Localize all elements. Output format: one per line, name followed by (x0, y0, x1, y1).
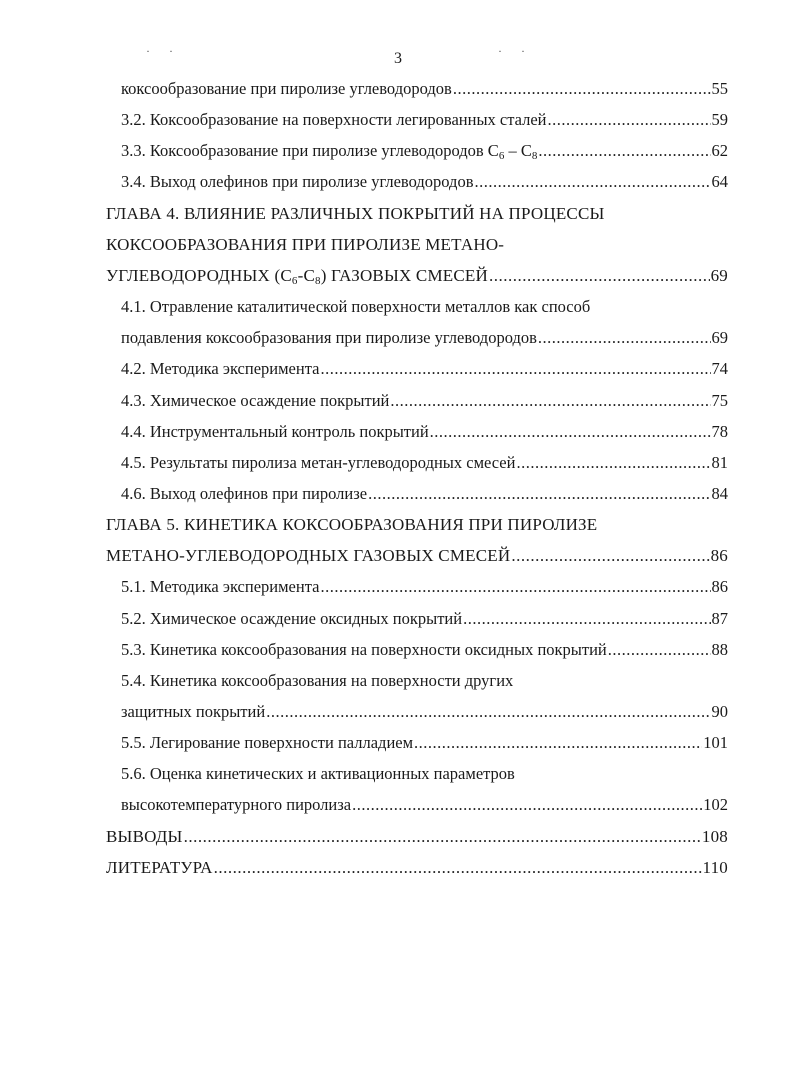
subscript: 8 (314, 274, 321, 287)
dot-leader (430, 419, 711, 445)
toc-page-number: 69 (711, 328, 728, 348)
toc-entry (121, 76, 728, 102)
subscript: 6 (498, 150, 505, 163)
dot-leader (548, 107, 711, 133)
toc-line (121, 792, 728, 818)
toc-page-number: 101 (703, 733, 728, 753)
toc-page-number: 75 (711, 390, 728, 410)
dot-leader (414, 730, 702, 756)
toc-page-number: 78 (711, 421, 728, 441)
toc-entry (106, 512, 597, 538)
toc-entry-title: 5.6. Оценка кинетических и активационных параметров (121, 764, 515, 784)
toc-line (121, 761, 515, 787)
toc-entry (121, 481, 728, 507)
subscript: 6 (291, 274, 298, 287)
toc-entry-title: 4.2. Методика эксперимента (121, 359, 320, 379)
dot-leader (266, 699, 710, 725)
toc-page-number: 62 (711, 141, 728, 161)
toc-entry-title: защитных покрытий (121, 702, 266, 721)
toc-line (121, 107, 728, 133)
dot-leader (320, 574, 710, 600)
toc-line (121, 637, 728, 663)
dot-leader (511, 543, 709, 569)
toc-entry-title: 5.2. Химическое осаждение оксидных покрытий (121, 608, 463, 628)
toc-entry-title: 4.5. Результаты пиролиза метан-углеводородных смесей (121, 452, 516, 472)
toc-entry (121, 388, 728, 414)
dot-leader (320, 356, 710, 382)
toc-line (121, 294, 590, 320)
toc-entry (121, 606, 728, 632)
toc-line (106, 824, 728, 850)
toc-line (106, 512, 597, 538)
dot-leader (608, 637, 711, 663)
toc-line (121, 419, 728, 445)
scan-specks-right: · · (498, 44, 533, 58)
toc-entry (121, 761, 515, 787)
toc-line (106, 263, 728, 289)
toc-line (121, 388, 728, 414)
dot-leader (184, 824, 701, 850)
toc-line (121, 668, 513, 694)
toc-entry-title: ГЛАВА 4. ВЛИЯНИЕ РАЗЛИЧНЫХ ПОКРЫТИЙ НА ПРОЦЕССЫ (106, 203, 605, 223)
toc-page-number: 108 (701, 826, 728, 846)
toc-entry-title: КОКСООБРАЗОВАНИЯ ПРИ ПИРОЛИЗЕ МЕТАНО- (106, 234, 505, 254)
dot-leader (489, 263, 710, 289)
toc-entry-title (106, 263, 488, 289)
dot-leader (463, 606, 710, 632)
toc-entry (121, 792, 728, 818)
toc-line (106, 232, 504, 258)
toc-entry (106, 824, 728, 850)
toc-entry (121, 668, 513, 694)
toc-page-number: 59 (711, 110, 728, 130)
toc-page-number: 87 (711, 608, 728, 628)
page-number: 3 (394, 50, 402, 67)
toc-line (121, 699, 728, 725)
toc-entry (121, 294, 590, 320)
toc-line (121, 76, 728, 102)
toc-entry (121, 356, 728, 382)
dot-leader (352, 792, 702, 818)
subscript: 8 (531, 150, 538, 163)
toc-line (106, 855, 728, 881)
toc-line (121, 356, 728, 382)
toc-entry-title: 4.4. Инструментальный контроль покрытий (121, 421, 429, 441)
title-part: УГЛЕВОДОРОДНЫХ (С (106, 265, 292, 285)
toc-entry (121, 699, 728, 725)
title-part: -С (297, 265, 315, 285)
title-part: ) ГАЗОВЫХ СМЕСЕЙ (320, 265, 488, 285)
toc-entry-title: МЕТАНО-УГЛЕВОДОРОДНЫХ ГАЗОВЫХ СМЕСЕЙ (106, 546, 511, 566)
toc-page-number: 102 (703, 795, 728, 815)
toc-entry-title: коксообразование при пиролизе углеводородов (121, 79, 452, 98)
toc-entry-title: подавления коксообразования при пиролизе углеводородов (121, 328, 537, 348)
toc-page-number: 90 (711, 702, 728, 721)
toc-line (106, 543, 728, 569)
toc-entry (106, 855, 728, 881)
title-part: 3.3. Коксообразование при пиролизе углеводородов С (121, 141, 499, 161)
toc-entry (121, 419, 728, 445)
toc-entry (106, 201, 605, 227)
title-part: – С (504, 141, 532, 161)
dot-leader (538, 138, 710, 164)
toc-line (121, 574, 728, 600)
toc-entry-title: 3.4. Выход олефинов при пиролизе углеводородов (121, 172, 474, 192)
scan-specks-left: · · (146, 44, 181, 58)
toc-page-number: 69 (710, 265, 728, 285)
dot-leader (516, 450, 710, 476)
toc-entry (121, 325, 728, 351)
toc-page-number: 86 (711, 577, 728, 597)
toc-page-number: 55 (711, 79, 728, 98)
dot-leader (453, 76, 711, 102)
toc-line (121, 138, 728, 164)
toc-entry-title: 5.3. Кинетика коксообразования на поверхности оксидных покрытий (121, 639, 607, 659)
toc-page-number: 64 (711, 172, 728, 192)
toc-page-number: 81 (711, 452, 728, 472)
toc-page-number: 84 (711, 483, 728, 503)
toc-line (106, 201, 605, 227)
toc-page-number: 86 (710, 546, 728, 566)
toc-entry-title: 4.6. Выход олефинов при пиролизе (121, 483, 368, 503)
toc-line (121, 450, 728, 476)
toc-entry-title: высокотемпературного пиролиза (121, 795, 352, 815)
toc-entry-title: 4.3. Химическое осаждение покрытий (121, 390, 390, 410)
dot-leader (368, 481, 710, 507)
toc-entry (121, 730, 728, 756)
dot-leader (214, 855, 702, 881)
toc-entry (121, 574, 728, 600)
toc-entry (106, 543, 728, 569)
toc-entry-title: ВЫВОДЫ (106, 826, 183, 846)
toc-line (121, 606, 728, 632)
toc-entry-title: ЛИТЕРАТУРА (106, 857, 213, 877)
toc-line (121, 481, 728, 507)
toc-entry (121, 637, 728, 663)
toc-entry-title: 5.4. Кинетика коксообразования на поверхности других (121, 670, 514, 690)
dot-leader (475, 169, 711, 195)
toc-line (121, 730, 728, 756)
toc-entry-title: ГЛАВА 5. КИНЕТИКА КОКСООБРАЗОВАНИЯ ПРИ ПИРОЛИЗЕ (106, 515, 598, 535)
toc-entry (121, 450, 728, 476)
toc-entry (106, 232, 504, 258)
toc-line (121, 169, 728, 195)
toc-page-number: 88 (711, 639, 728, 659)
toc-page-number: 110 (702, 857, 728, 877)
toc-page-number: 74 (711, 359, 728, 379)
toc-entry (106, 263, 728, 289)
toc-entry-title: 3.2. Коксообразование на поверхности легированных сталей (121, 110, 547, 130)
toc-entry-title: 5.5. Легирование поверхности палладием (121, 733, 414, 753)
toc-entry (121, 169, 728, 195)
toc-line (121, 325, 728, 351)
toc-entry (121, 138, 728, 164)
toc-entry-title: 4.1. Отравление каталитической поверхности металлов как способ (121, 297, 591, 317)
toc-entry (121, 107, 728, 133)
toc-entry-title (121, 138, 537, 164)
dot-leader (390, 388, 710, 414)
toc-entry-title: 5.1. Методика эксперимента (121, 577, 320, 597)
dot-leader (538, 325, 711, 351)
